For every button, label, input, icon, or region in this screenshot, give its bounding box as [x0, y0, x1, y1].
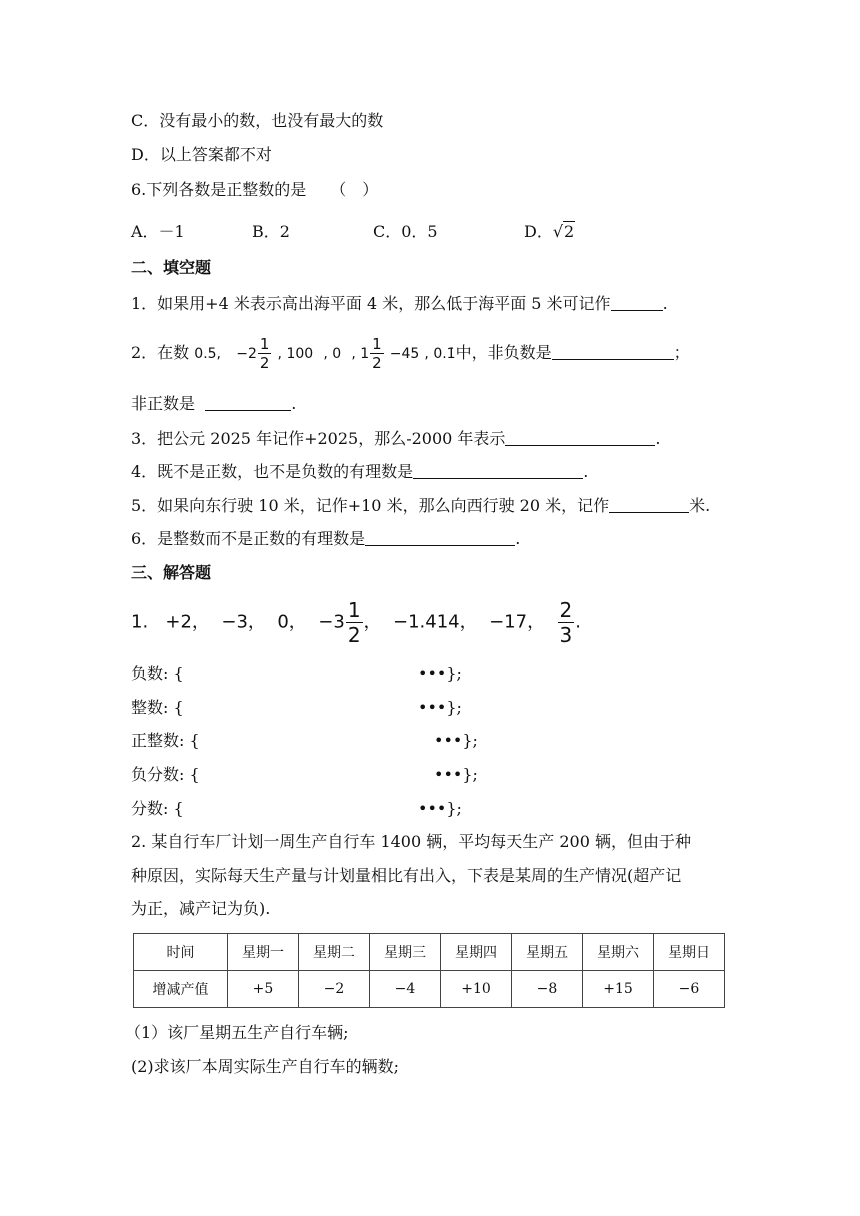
fill-q1: 1．如果用+4 米表示高出海平面 4 米，那么低于海平面 5 米可记作 .	[131, 294, 668, 313]
fraction: $\frac{1}{2}$	[347, 598, 361, 647]
table-cell: 增减产值	[134, 971, 228, 1008]
table-cell: −4	[370, 971, 441, 1008]
set-negative-tail: •••};	[418, 664, 462, 683]
table-cell: +10	[441, 971, 512, 1008]
fill-q4: 4．既不是正数，也不是负数的有理数是 .	[131, 462, 589, 481]
answer-blank[interactable]	[365, 529, 515, 546]
answer-blank[interactable]	[552, 343, 674, 360]
solve-q2-sub2: (2)求该厂本周实际生产自行车的辆数;	[131, 1057, 400, 1076]
set-integer-tail: •••};	[418, 698, 462, 717]
set-negative-label: 负数: {	[131, 664, 184, 683]
fill-q3: 3．把公元 2025 年记作+2025，那么-2000 年表示 .	[131, 429, 661, 448]
fraction: $\frac{1}{2}$	[259, 335, 270, 372]
table-cell: 星期日	[654, 934, 725, 971]
q6-option-a: A．－1	[131, 222, 185, 241]
solve-q2-sub1: （1）该厂星期五生产自行车辆;	[125, 1023, 349, 1042]
answer-blank[interactable]	[205, 394, 291, 411]
table-cell: +5	[228, 971, 299, 1008]
solve-q2-line2: 种原因，实际每天生产量与计划量相比有出入，下表是某周的生产情况(超产记	[131, 866, 682, 885]
table-cell: 星期五	[512, 934, 583, 971]
set-positive-integer-tail: •••};	[434, 731, 478, 750]
production-table	[133, 933, 725, 1008]
table-cell: −6	[654, 971, 725, 1008]
table-row	[134, 971, 725, 1008]
solve-q1-numbers: 1. +2， −3， 0， −3 $\frac{1}{2}$ ， −1.414， −17， $\frac{2}{3}$ .	[131, 598, 581, 647]
q6-stem: 6.下列各数是正整数的是 （ ）	[131, 180, 379, 199]
table-cell: −2	[299, 971, 370, 1008]
table-cell: 星期四	[441, 934, 512, 971]
table-cell: 星期三	[370, 934, 441, 971]
answer-blank[interactable]	[505, 429, 655, 446]
table-header-row	[134, 934, 725, 971]
fill-q2-line2: 非正数是 .	[131, 394, 297, 413]
set-negative-fraction-label: 负分数: {	[131, 765, 200, 784]
set-positive-integer-label: 正整数: {	[131, 731, 200, 750]
solve-q2-line1: 2. 某自行车厂计划一周生产自行车 1400 辆，平均每天生产 200 辆，但由于种	[131, 832, 691, 851]
q6-option-b: B．2	[252, 222, 290, 241]
answer-blank[interactable]	[413, 462, 583, 479]
answer-blank[interactable]	[609, 496, 689, 513]
sqrt-icon: √2	[552, 222, 575, 241]
fill-q6: 6．是整数而不是正数的有理数是 .	[131, 529, 521, 548]
option-d-prev: D．以上答案都不对	[131, 145, 272, 164]
section3-heading: 三、解答题	[131, 563, 212, 582]
q6-option-c: C．0．5	[373, 222, 438, 241]
set-integer-label: 整数: {	[131, 698, 184, 717]
table-cell: 时间	[134, 934, 228, 971]
table-cell: 星期二	[299, 934, 370, 971]
set-fraction-label: 分数: {	[131, 799, 184, 818]
fraction: $\frac{1}{2}$	[372, 335, 382, 372]
answer-blank[interactable]	[611, 294, 663, 311]
solve-q2-line3: 为正，减产记为负).	[131, 899, 271, 918]
table-cell: +15	[583, 971, 654, 1008]
table-cell: 星期一	[228, 934, 299, 971]
fraction: $\frac{2}{3}$	[559, 598, 573, 647]
option-c-prev: C．没有最小的数，也没有最大的数	[131, 111, 384, 130]
set-fraction-tail: •••};	[418, 799, 462, 818]
section2-heading: 二、填空题	[131, 258, 212, 277]
fill-q2: 2．在数 0.5, −2 $\frac{1}{2}$ , 100 , 0 , 1 $\frac{1}{2}$ −45 , 0.1̇中，非负数是 ；	[131, 335, 690, 372]
q6-option-d: D．√2	[524, 222, 575, 241]
table-cell: 星期六	[583, 934, 654, 971]
set-negative-fraction-tail: •••};	[434, 765, 478, 784]
table-cell: −8	[512, 971, 583, 1008]
fill-q5: 5．如果向东行驶 10 米，记作+10 米，那么向西行驶 20 米，记作 米.	[131, 496, 711, 515]
